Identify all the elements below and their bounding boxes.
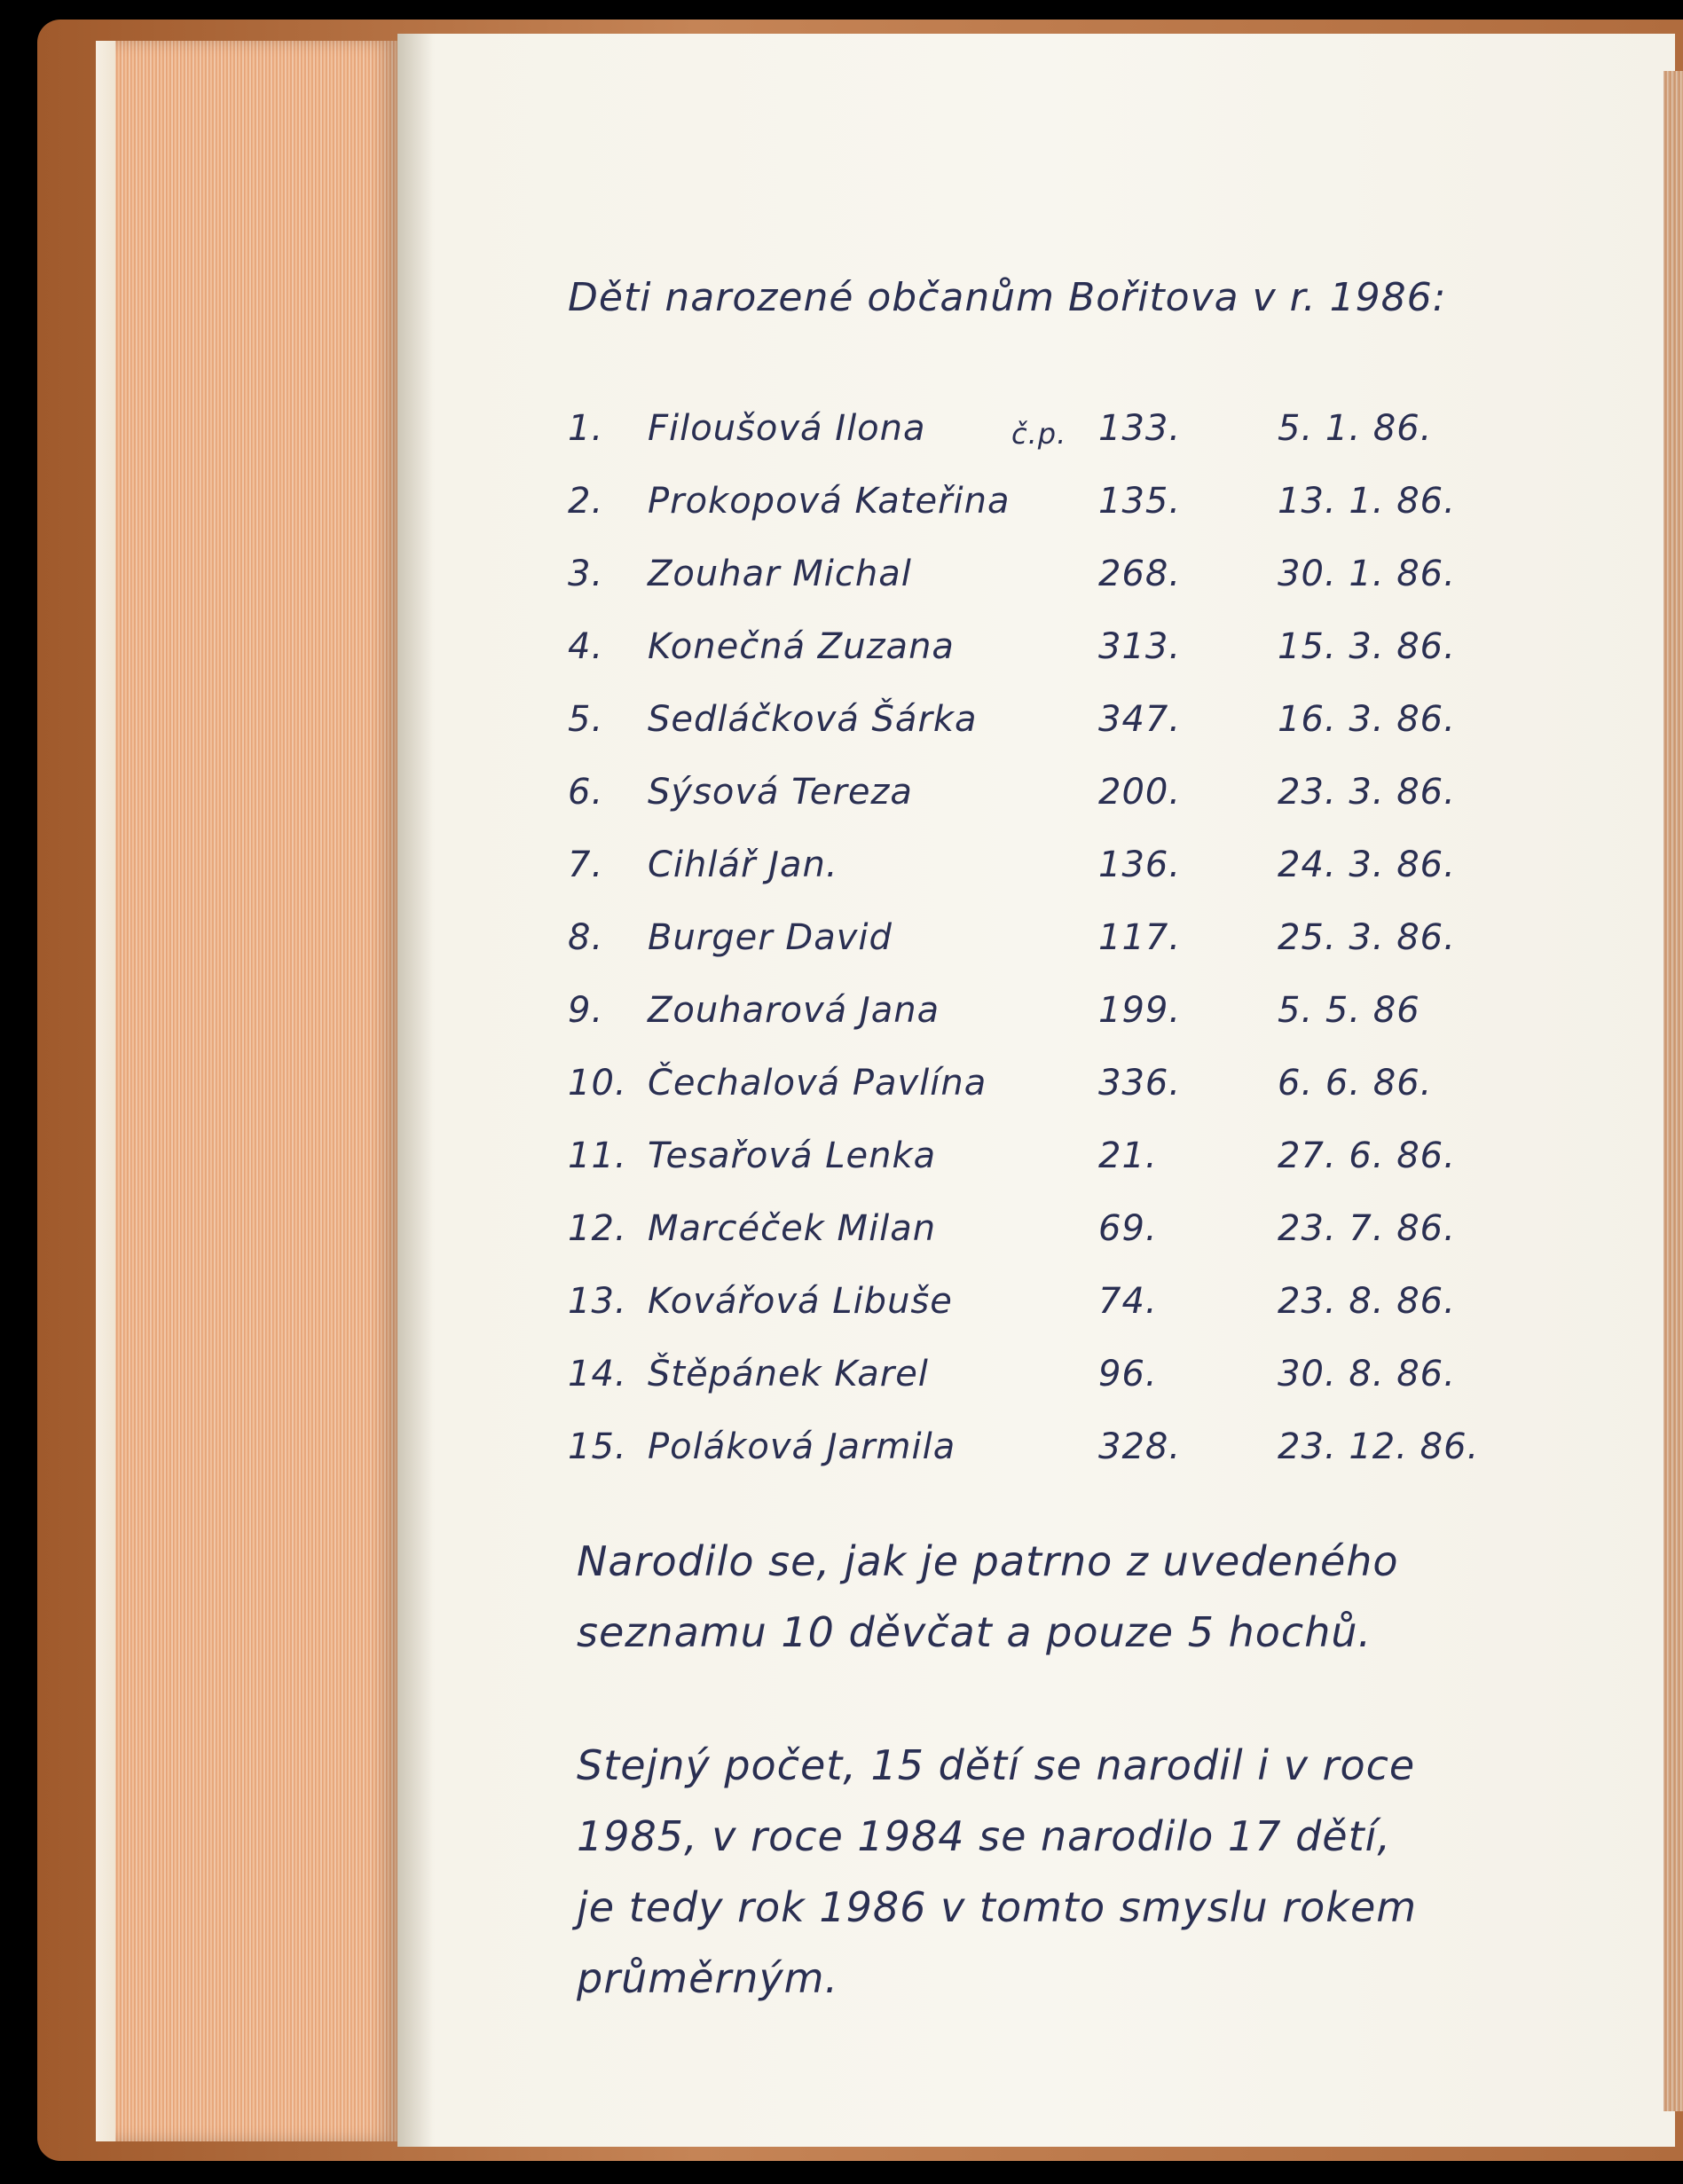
child-name: Filoušová Ilona xyxy=(648,408,926,449)
entry-number: 10. xyxy=(568,1063,627,1104)
birth-date: 25. 3. 86. xyxy=(1278,917,1456,958)
house-number: 21. xyxy=(1098,1135,1158,1176)
list-item xyxy=(0,554,1683,625)
entry-number: 5. xyxy=(568,699,604,740)
entry-number: 11. xyxy=(568,1135,627,1176)
birth-date: 27. 6. 86. xyxy=(1278,1135,1456,1176)
entry-number: 8. xyxy=(568,917,604,958)
entry-number: 4. xyxy=(568,626,604,667)
list-item xyxy=(0,481,1683,552)
house-number: 336. xyxy=(1098,1063,1182,1104)
entry-number: 3. xyxy=(568,554,604,594)
child-name: Tesařová Lenka xyxy=(648,1135,937,1176)
house-number: 96. xyxy=(1098,1354,1158,1394)
house-number: 117. xyxy=(1098,917,1182,958)
list-item xyxy=(0,1063,1683,1134)
house-number: 347. xyxy=(1098,699,1182,740)
birth-date: 13. 1. 86. xyxy=(1278,481,1456,522)
child-name: Marcéček Milan xyxy=(648,1208,937,1249)
house-number: 135. xyxy=(1098,481,1182,522)
birth-date: 24. 3. 86. xyxy=(1278,845,1456,885)
house-number: 328. xyxy=(1098,1426,1182,1467)
birth-date: 30. 8. 86. xyxy=(1278,1354,1456,1394)
list-item xyxy=(0,1426,1683,1497)
birth-date: 15. 3. 86. xyxy=(1278,626,1456,667)
child-name: Konečná Zuzana xyxy=(648,626,955,667)
birth-date: 16. 3. 86. xyxy=(1278,699,1456,740)
entry-number: 6. xyxy=(568,772,604,813)
birth-date: 23. 8. 86. xyxy=(1278,1281,1456,1322)
house-number: 133. xyxy=(1098,408,1182,449)
house-number: 199. xyxy=(1098,990,1182,1031)
list-item xyxy=(0,699,1683,770)
child-name: Zouharová Jana xyxy=(648,990,940,1031)
house-prefix: č.p. xyxy=(1011,417,1067,451)
child-name: Štěpánek Karel xyxy=(648,1354,929,1394)
child-name: Kovářová Libuše xyxy=(648,1281,953,1322)
child-name: Prokopová Kateřina xyxy=(648,481,1011,522)
list-item xyxy=(0,626,1683,697)
entry-number: 7. xyxy=(568,845,604,885)
house-number: 313. xyxy=(1098,626,1182,667)
birth-date: 23. 3. 86. xyxy=(1278,772,1456,813)
house-number: 268. xyxy=(1098,554,1182,594)
entry-number: 12. xyxy=(568,1208,627,1249)
list-item xyxy=(0,1354,1683,1425)
comparison-paragraph: Stejný počet, 15 dětí se narodil i v roce 1985, v roce 1984 se narodilo 17 dětí, je tedy rok 1986 v tomto smyslu rokem průměrným. xyxy=(577,1741,1418,2002)
list-item xyxy=(0,772,1683,843)
summary-paragraph: Narodilo se, jak je patrno z uvedeného seznamu 10 děvčat a pouze 5 hochů. xyxy=(577,1537,1399,1656)
child-name: Čechalová Pavlína xyxy=(648,1063,987,1104)
child-name: Poláková Jarmila xyxy=(648,1426,956,1467)
birth-date: 23. 7. 86. xyxy=(1278,1208,1456,1249)
list-item xyxy=(0,917,1683,988)
entry-number: 2. xyxy=(568,481,604,522)
list-item xyxy=(0,990,1683,1061)
child-name: Burger David xyxy=(648,917,893,958)
list-item xyxy=(0,1281,1683,1352)
birth-date: 30. 1. 86. xyxy=(1278,554,1456,594)
entry-number: 13. xyxy=(568,1281,627,1322)
entry-number: 15. xyxy=(568,1426,627,1467)
list-item xyxy=(0,1208,1683,1279)
child-name: Sedláčková Šárka xyxy=(648,699,978,740)
birth-date: 23. 12. 86. xyxy=(1278,1426,1480,1467)
house-number: 136. xyxy=(1098,845,1182,885)
house-number: 200. xyxy=(1098,772,1182,813)
entry-number: 1. xyxy=(568,408,604,449)
entry-number: 9. xyxy=(568,990,604,1031)
child-name: Sýsová Tereza xyxy=(648,772,913,813)
house-number: 69. xyxy=(1098,1208,1158,1249)
child-name: Cihlář Jan. xyxy=(648,845,838,885)
birth-date: 6. 6. 86. xyxy=(1278,1063,1433,1104)
list-item xyxy=(0,408,1683,479)
entry-number: 14. xyxy=(568,1354,627,1394)
child-name: Zouhar Michal xyxy=(648,554,912,594)
birth-date: 5. 5. 86 xyxy=(1278,990,1420,1031)
list-item xyxy=(0,845,1683,915)
house-number: 74. xyxy=(1098,1281,1158,1322)
list-item xyxy=(0,1135,1683,1206)
birth-date: 5. 1. 86. xyxy=(1278,408,1433,449)
page-heading: Děti narozené občanům Bořitova v r. 1986: xyxy=(568,275,1447,320)
